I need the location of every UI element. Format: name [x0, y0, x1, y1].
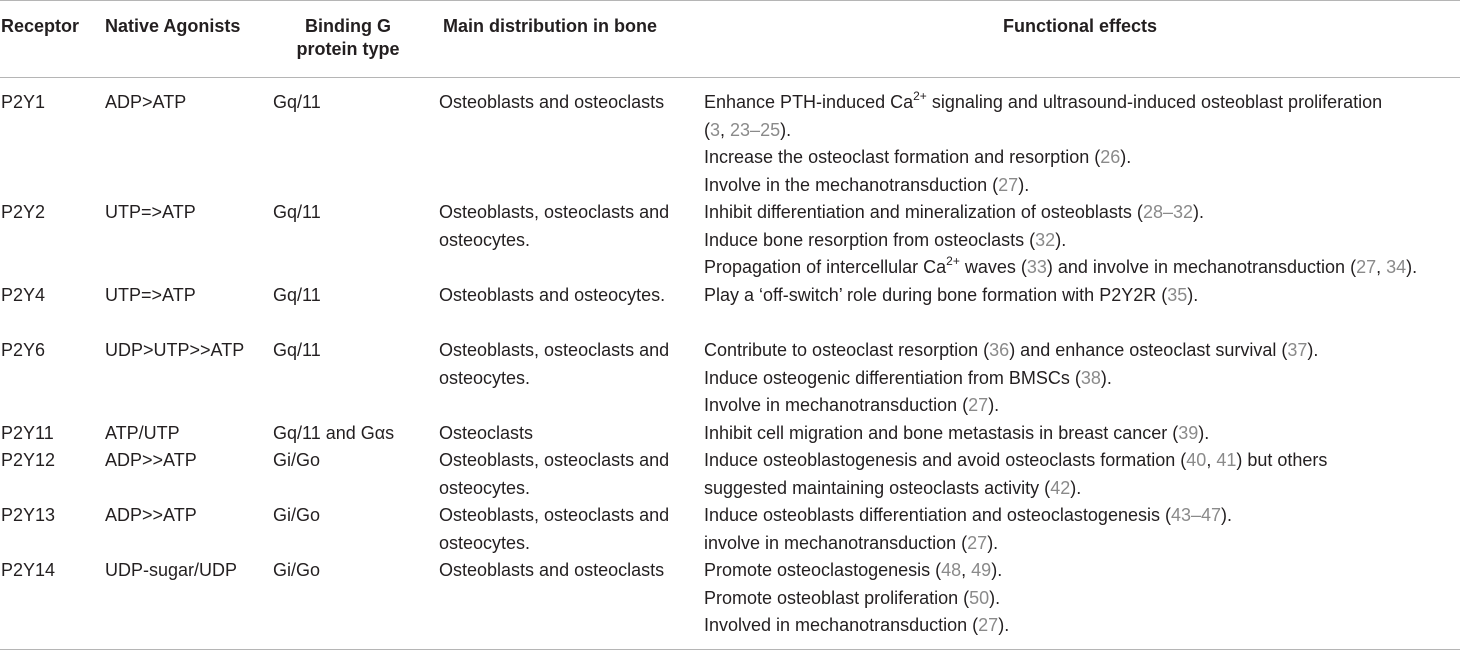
effect-line — [704, 365, 1456, 393]
effect-text: ). — [1406, 257, 1418, 277]
reference-link[interactable]: 27 — [1356, 257, 1377, 277]
header-agonists: Native Agonists — [105, 16, 241, 36]
effects-cell — [704, 337, 1456, 420]
receptor-cell: P2Y2 — [1, 202, 46, 222]
effects-cell — [704, 199, 1456, 282]
reference-link[interactable]: 3 — [710, 119, 721, 140]
effect-text: , — [961, 560, 972, 580]
reference-link[interactable]: 50 — [969, 587, 990, 608]
superscript: 2+ — [946, 254, 960, 268]
effect-text: ) and enhance osteoclast survival ( — [1009, 340, 1288, 360]
effect-line — [704, 254, 1456, 282]
effect-text: ). — [1018, 174, 1030, 195]
distribution-cell: Osteoblasts, osteoclasts and osteocytes. — [439, 505, 670, 553]
header-gprotein-line1: Binding G — [305, 16, 391, 36]
effect-text: , — [720, 119, 731, 140]
receptor-cell: P2Y12 — [1, 450, 56, 470]
effect-line — [704, 337, 1456, 365]
effect-line — [704, 530, 1456, 558]
effect-line — [704, 502, 1456, 530]
header-rule — [0, 77, 1460, 78]
gprotein-cell: Gi/Go — [273, 450, 321, 470]
receptor-cell: P2Y11 — [1, 423, 54, 443]
effect-text: ) and involve in mechanotransduction ( — [1046, 257, 1357, 277]
header-distribution: Main distribution in bone — [443, 16, 657, 36]
effect-text: Induce osteoblasts differentiation and osteoclastogenesis ( — [704, 505, 1171, 525]
effect-text: ). — [1055, 229, 1067, 250]
effect-line — [704, 475, 1456, 503]
reference-link[interactable]: 34 — [1386, 257, 1407, 277]
distribution-cell: Osteoblasts, osteoclasts and osteocytes. — [439, 340, 670, 388]
reference-link[interactable]: 35 — [1167, 285, 1188, 305]
effect-line — [704, 227, 1456, 255]
effects-cell — [704, 447, 1456, 502]
distribution-cell: Osteoblasts and osteocytes. — [439, 285, 666, 305]
reference-link[interactable]: 41 — [1216, 450, 1237, 470]
effect-text: Increase the osteoclast formation and resorption ( — [704, 147, 1101, 167]
reference-link[interactable]: 23–25 — [730, 119, 781, 140]
effect-text: ). — [1198, 423, 1210, 443]
agonists-cell: UTP=>ATP — [105, 285, 196, 305]
reference-link[interactable]: 42 — [1050, 477, 1071, 498]
effect-line — [704, 117, 1456, 145]
distribution-cell: Osteoclasts — [439, 423, 534, 443]
effect-text: Enhance PTH-induced Ca — [704, 92, 914, 112]
effect-text: ). — [988, 395, 1000, 415]
effect-text: Promote osteoclastogenesis ( — [704, 560, 942, 580]
effects-cell — [704, 420, 1456, 448]
agonists-cell: ADP>>ATP — [105, 505, 197, 525]
receptor-cell: P2Y6 — [1, 340, 46, 360]
effects-cell — [704, 557, 1456, 640]
top-rule — [0, 0, 1460, 1]
effect-text: Involve in the mechanotransduction ( — [704, 174, 999, 195]
effect-text: ). — [1193, 202, 1204, 222]
effect-text: , — [1376, 257, 1387, 277]
reference-link[interactable]: 40 — [1186, 450, 1207, 470]
effect-line — [704, 612, 1456, 640]
effect-line — [704, 282, 1456, 310]
effect-text: Inhibit cell migration and bone metastasis in breast cancer ( — [704, 423, 1179, 443]
effect-text: ). — [987, 532, 999, 553]
reference-link[interactable]: 28–32 — [1142, 202, 1193, 222]
header-gprotein-line2: protein type — [296, 39, 400, 59]
reference-link[interactable]: 49 — [971, 560, 992, 580]
header-gprotein — [273, 15, 423, 61]
header-receptor: Receptor — [1, 16, 80, 36]
effect-text: involve in mechanotransduction ( — [704, 532, 968, 553]
effect-text: ( — [704, 119, 710, 140]
reference-link[interactable]: 27 — [978, 615, 999, 635]
reference-link[interactable]: 36 — [989, 340, 1010, 360]
effects-cell — [704, 89, 1456, 199]
effect-text: ). — [991, 560, 1003, 580]
distribution-cell: Osteoblasts and osteoclasts — [439, 560, 665, 580]
effect-text: , — [1206, 450, 1217, 470]
effect-text: Involved in mechanotransduction ( — [704, 615, 979, 635]
reference-link[interactable]: 48 — [941, 560, 962, 580]
agonists-cell: UDP-sugar/UDP — [105, 560, 238, 580]
effect-text: ). — [1120, 147, 1132, 167]
effect-line — [704, 447, 1456, 475]
effect-line — [704, 557, 1456, 585]
agonists-cell: ADP>ATP — [105, 92, 187, 112]
header-effects: Functional effects — [1002, 16, 1158, 36]
effect-line — [704, 392, 1456, 420]
effect-text: waves ( — [959, 257, 1027, 277]
reference-link[interactable]: 27 — [998, 174, 1019, 195]
gprotein-cell: Gq/11 — [273, 285, 321, 305]
receptor-cell: P2Y14 — [1, 560, 56, 580]
effect-text: ). — [1070, 477, 1082, 498]
reference-link[interactable]: 37 — [1287, 340, 1308, 360]
distribution-cell: Osteoblasts, osteoclasts and osteocytes. — [439, 450, 670, 498]
effect-text: ) but others — [1236, 450, 1328, 470]
agonists-cell: UDP>UTP>>ATP — [105, 340, 245, 360]
effect-text: ). — [1307, 340, 1319, 360]
agonists-cell: ATP/UTP — [105, 423, 180, 443]
effect-text: ). — [1221, 505, 1233, 525]
reference-link[interactable]: 43–47 — [1170, 505, 1222, 525]
gprotein-cell: Gi/Go — [273, 560, 321, 580]
effect-text: Inhibit differentiation and mineralization of osteoblasts ( — [704, 202, 1143, 222]
effect-line — [704, 89, 1456, 117]
distribution-cell: Osteoblasts, osteoclasts and osteocytes. — [439, 202, 670, 250]
agonists-cell: ADP>>ATP — [105, 450, 197, 470]
gprotein-cell: Gi/Go — [273, 505, 321, 525]
reference-link[interactable]: 27 — [967, 532, 988, 553]
reference-link[interactable]: 38 — [1080, 367, 1101, 388]
effect-line — [704, 585, 1456, 613]
reference-link[interactable]: 39 — [1178, 423, 1199, 443]
effects-cell — [704, 282, 1456, 310]
agonists-cell: UTP=>ATP — [105, 202, 196, 222]
gprotein-cell: Gq/11 — [273, 92, 321, 112]
effect-text: Promote osteoblast proliferation ( — [704, 587, 970, 608]
effect-text: signaling and ultrasound-induced osteoblast proliferation — [926, 92, 1383, 112]
effect-text: Induce osteoblastogenesis and avoid osteoclasts formation ( — [704, 450, 1187, 470]
effect-line — [704, 144, 1456, 172]
effect-text: Induce osteogenic differentiation from BMSCs ( — [704, 367, 1081, 388]
gprotein-cell: Gq/11 — [273, 202, 321, 222]
distribution-cell: Osteoblasts and osteoclasts — [439, 92, 665, 112]
effect-text: Propagation of intercellular Ca — [704, 257, 947, 277]
receptor-cell: P2Y13 — [1, 505, 56, 525]
reference-link[interactable]: 27 — [968, 395, 989, 415]
effect-text: Induce bone resorption from osteoclasts ( — [704, 229, 1036, 250]
receptor-cell: P2Y1 — [1, 92, 46, 112]
gprotein-cell: Gq/11 — [273, 340, 321, 360]
effect-line — [704, 172, 1456, 200]
effects-cell — [704, 502, 1456, 557]
effect-text: Contribute to osteoclast resorption ( — [704, 340, 990, 360]
gprotein-cell: Gq/11 and Gαs — [273, 423, 395, 443]
superscript: 2+ — [913, 89, 927, 103]
effect-text: ). — [1187, 285, 1199, 305]
bottom-rule — [0, 649, 1460, 650]
reference-link[interactable]: 33 — [1026, 257, 1047, 277]
effect-text: ). — [1100, 367, 1112, 388]
effect-line — [704, 420, 1456, 448]
receptor-cell: P2Y4 — [1, 285, 46, 305]
effect-line — [704, 199, 1456, 227]
effect-text: ). — [998, 615, 1010, 635]
effect-text: suggested maintaining osteoclasts activity ( — [704, 477, 1051, 498]
reference-link[interactable]: 26 — [1100, 147, 1121, 167]
effect-text: Involve in mechanotransduction ( — [704, 395, 969, 415]
effect-text: ). — [989, 587, 1001, 608]
reference-link[interactable]: 32 — [1035, 229, 1056, 250]
effect-text: ). — [780, 119, 792, 140]
effect-text: Play a ‘off-switch’ role during bone formation with P2Y2R ( — [704, 285, 1168, 305]
